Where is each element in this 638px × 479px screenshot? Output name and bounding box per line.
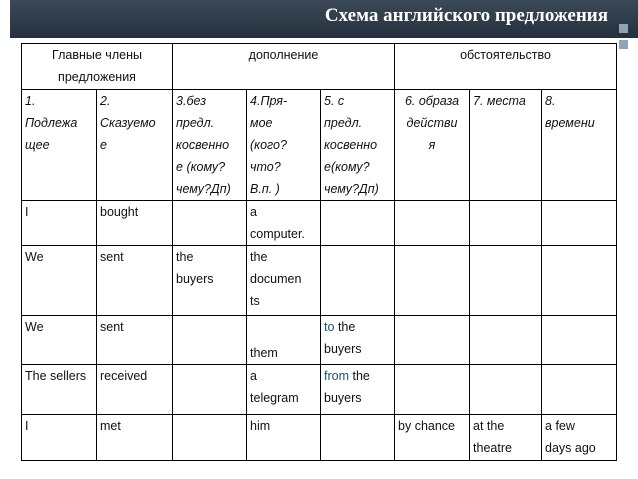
subheader-place: 7. места — [470, 90, 542, 201]
cell-direct-object: him — [247, 415, 321, 461]
cell-manner: by chance — [395, 415, 470, 461]
table-row — [22, 365, 617, 415]
subheader-subject: 1. Подлежа щее — [22, 90, 97, 201]
subheader-row — [22, 90, 617, 201]
header-main-members: Главные члены предложения — [22, 44, 173, 90]
cell-indirect-object — [173, 365, 247, 415]
cell-predicate: sent — [97, 316, 173, 365]
cell-predicate: bought — [97, 201, 173, 246]
cell-predicate: met — [97, 415, 173, 461]
cell-subject: We — [22, 316, 97, 365]
accent-square — [619, 24, 628, 33]
subheader-indirect-object: 3.без предл. косвенно е (кому? чему?Дп) — [173, 90, 247, 201]
header-row — [22, 44, 617, 90]
cell-prepositional-object — [321, 415, 395, 461]
preposition: to — [324, 320, 335, 334]
cell-prepositional-object — [321, 201, 395, 246]
cell-place — [470, 316, 542, 365]
cell-indirect-object — [173, 316, 247, 365]
cell-place — [470, 246, 542, 316]
cell-predicate: received — [97, 365, 173, 415]
title-bar — [10, 0, 638, 38]
header-adverbial: обстоятельство — [395, 44, 617, 90]
subheader-predicate: 2. Сказуемо е — [97, 90, 173, 201]
cell-indirect-object — [173, 201, 247, 246]
cell-subject: The sellers — [22, 365, 97, 415]
cell-manner — [395, 201, 470, 246]
table-row — [22, 246, 617, 316]
slide-title: Схема английского предложения — [324, 5, 608, 26]
cell-subject: I — [22, 201, 97, 246]
cell-subject: I — [22, 415, 97, 461]
cell-indirect-object: the buyers — [173, 246, 247, 316]
subheader-manner: 6. образа действи я — [395, 90, 470, 201]
cell-prepositional-object — [321, 246, 395, 316]
cell-direct-object: them — [247, 316, 321, 365]
cell-manner — [395, 365, 470, 415]
table-row — [22, 201, 617, 246]
cell-prepositional-object: to the buyers — [321, 316, 395, 365]
cell-subject: We — [22, 246, 97, 316]
cell-direct-object: a computer. — [247, 201, 321, 246]
subheader-direct-object: 4.Пря- мое (кого? что? В.п. ) — [247, 90, 321, 201]
preposition: from — [324, 369, 350, 383]
cell-time — [542, 316, 617, 365]
accent-square — [619, 40, 628, 49]
subheader-time: 8. времени — [542, 90, 617, 201]
table-row — [22, 316, 617, 365]
subheader-prepositional-object: 5. с предл. косвенно е(кому? чему?Дп) — [321, 90, 395, 201]
cell-time — [542, 246, 617, 316]
cell-time — [542, 365, 617, 415]
table-row — [22, 415, 617, 461]
cell-place: at the theatre — [470, 415, 542, 461]
cell-predicate: sent — [97, 246, 173, 316]
cell-prepositional-object: from the buyers — [321, 365, 395, 415]
cell-time — [542, 201, 617, 246]
cell-manner — [395, 246, 470, 316]
cell-manner — [395, 316, 470, 365]
cell-direct-object: a telegram — [247, 365, 321, 415]
sentence-scheme-table — [21, 43, 617, 461]
cell-time: a few days ago — [542, 415, 617, 461]
cell-direct-object: the documen ts — [247, 246, 321, 316]
cell-place — [470, 201, 542, 246]
cell-place — [470, 365, 542, 415]
cell-indirect-object — [173, 415, 247, 461]
header-object: дополнение — [173, 44, 395, 90]
